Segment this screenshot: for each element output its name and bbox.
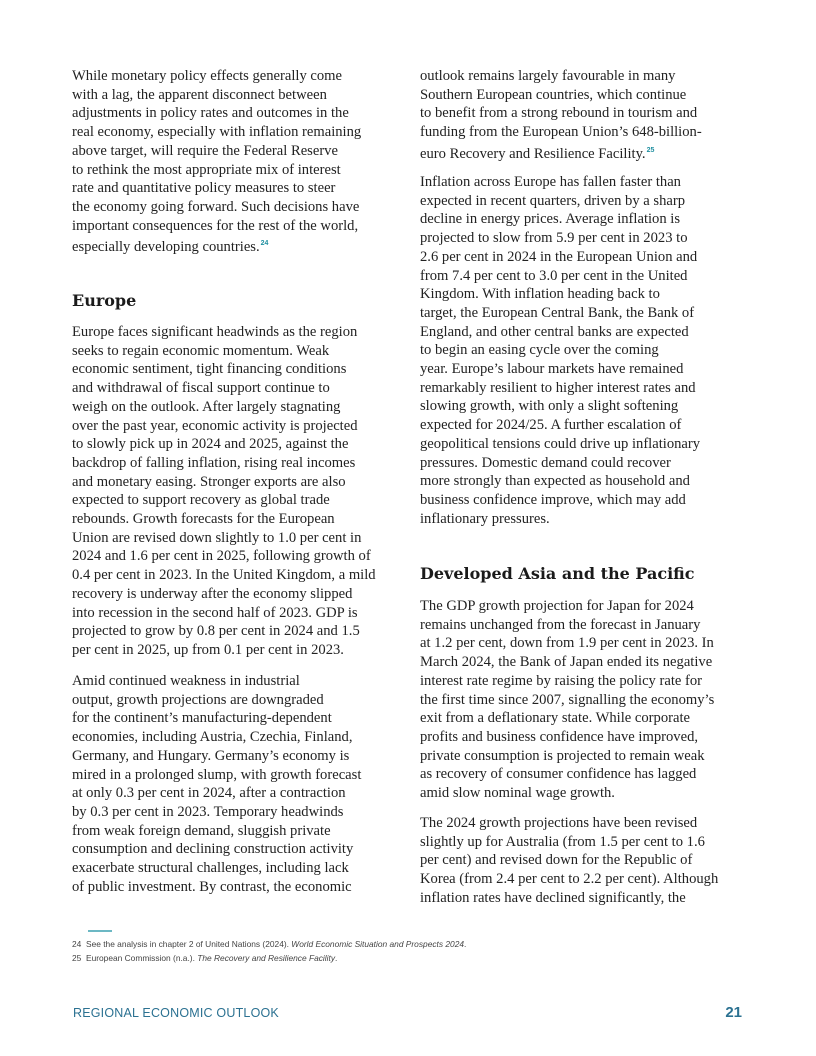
text-line: target, the European Central Bank, the Bank of (420, 304, 695, 321)
text-line: economies, including Austria, Czechia, Finland, (72, 729, 353, 746)
text-line: to rethink the most appropriate mix of interest (72, 161, 341, 178)
text-line: geopolitical tensions could drive up inflationary (420, 435, 701, 452)
text-line: recovery is underway after the economy slipped (72, 585, 353, 602)
text-line: economic sentiment, tight financing conditions (72, 361, 347, 378)
text-line: from weak foreign demand, sluggish private (72, 822, 331, 839)
footnote-text: See the analysis in chapter 2 of United Nations (2024). (85, 939, 292, 949)
footnote-number: 25 (72, 953, 82, 963)
footnote-25 (72, 953, 337, 963)
text-line: inflation rates have declined significantly, the (420, 889, 686, 906)
paragraph-europe-headwinds (72, 323, 376, 660)
footnote-number: 24 (72, 939, 82, 949)
text-line-with-footnote (420, 142, 702, 164)
text-line: Union are revised down slightly to 1.0 per cent in (72, 529, 362, 546)
text-line: rebounds. Growth forecasts for the European (72, 511, 335, 528)
text-line: of public investment. By contrast, the economic (72, 878, 352, 895)
text-line: inflationary pressures. (420, 510, 550, 527)
text-line: The 2024 growth projections have been revised (420, 815, 698, 831)
text-line: into recession in the second half of 2023. GDP is (72, 604, 358, 621)
text-line: funding from the European Union’s 648-billion- (420, 124, 702, 141)
text-line: important consequences for the rest of the world, (72, 217, 359, 234)
text-line: per cent) and revised down for the Republic of (420, 852, 693, 869)
text-line: outlook remains largely favourable in many (420, 68, 676, 84)
running-footer-title: REGIONAL ECONOMIC OUTLOOK (73, 1006, 279, 1020)
text-line: and monetary easing. Stronger exports are also (72, 473, 346, 490)
text-line: especially developing countries. (72, 239, 260, 256)
text-line: profits and business confidence have improved, (420, 728, 699, 745)
text-line: to slowly pick up in 2024 and 2025, against the (72, 436, 349, 453)
footnote-reference-link[interactable]: 25 (646, 146, 655, 154)
text-line: consumption and declining construction activity (72, 841, 354, 858)
text-line: weigh on the outlook. After largely stagnating (72, 398, 341, 415)
text-line: Germany, and Hungary. Germany’s economy is (72, 747, 350, 764)
text-line: amid slow nominal wage growth. (420, 785, 615, 802)
text-line: output, growth projections are downgraded (72, 691, 324, 708)
text-line: Inflation across Europe has fallen faster than (420, 174, 681, 190)
text-line: at only 0.3 per cent in 2024, after a contraction (72, 785, 346, 802)
text-line: with a lag, the apparent disconnect between (72, 86, 327, 103)
paragraph-australia-korea (420, 814, 718, 908)
footnote-reference-link[interactable]: 24 (260, 240, 269, 248)
text-line-with-footnote (72, 235, 361, 257)
text-line: interest rate regime by raising the policy rate for (420, 672, 703, 689)
footnote-title: World Economic Situation and Prospects 2024 (291, 939, 465, 949)
text-line: the economy going forward. Such decisions have (72, 198, 360, 215)
footnote-title: The Recovery and Resilience Facility (197, 953, 336, 963)
text-line: March 2024, the Bank of Japan ended its negative (420, 654, 713, 671)
text-line: 2024 and 1.6 per cent in 2025, following growth of (72, 548, 371, 565)
text-line: the first time since 2007, signalling the economy’s (420, 691, 715, 708)
text-line: to benefit from a strong rebound in tourism and (420, 105, 698, 122)
text-line: mired in a prolonged slump, with growth forecast (72, 766, 362, 783)
text-line: and withdrawal of fiscal support continue to (72, 380, 330, 397)
text-line: Southern European countries, which continue (420, 86, 687, 103)
text-line: decline in energy prices. Average inflation is (420, 211, 681, 228)
text-line: While monetary policy effects generally come (72, 68, 343, 84)
text-line: at 1.2 per cent, down from 1.9 per cent in 2023. In (420, 635, 714, 652)
text-line: Korea (from 2.4 per cent to 2.2 per cent). Although (420, 871, 719, 888)
text-line: exacerbate structural challenges, including lack (72, 860, 349, 877)
text-line: 2.6 per cent in 2024 in the European Union and (420, 248, 698, 265)
text-line: The GDP growth projection for Japan for 2024 (420, 598, 694, 614)
footnote-24 (72, 939, 466, 949)
text-line: more strongly than expected as household and (420, 473, 690, 490)
text-line: 0.4 per cent in 2023. In the United Kingdom, a mild (72, 567, 376, 584)
text-line: Amid continued weakness in industrial (72, 673, 300, 689)
text-line: to begin an easing cycle over the coming (420, 342, 659, 359)
paragraph-europe-manufacturing (72, 672, 361, 896)
text-line: exit from a deflationary state. While corporate (420, 710, 691, 727)
text-line: seeks to regain economic momentum. Weak (72, 342, 330, 359)
paragraph-europe-inflation (420, 173, 700, 528)
text-line: business confidence improve, which may add (420, 491, 686, 508)
text-line: projected to grow by 0.8 per cent in 2024 and 1.5 (72, 623, 360, 640)
text-line: over the past year, economic activity is projected (72, 417, 358, 434)
footnote-text: European Commission (n.a.). (85, 953, 198, 963)
page-number: 21 (725, 1004, 742, 1021)
text-line: remains unchanged from the forecast in January (420, 616, 701, 633)
text-line: expected to support recovery as global trade (72, 492, 330, 509)
text-line: real economy, especially with inflation remaining (72, 124, 362, 141)
text-line: above target, will require the Federal Reserve (72, 142, 338, 159)
text-line: England, and other central banks are expected (420, 323, 689, 340)
text-line: adjustments in policy rates and outcomes in the (72, 105, 349, 122)
text-line: pressures. Domestic demand could recover (420, 454, 671, 471)
footnote-divider (88, 930, 112, 932)
text-line: as recovery of consumer confidence has lagged (420, 766, 697, 783)
text-line: projected to slow from 5.9 per cent in 2023 to (420, 230, 688, 247)
text-line: from 7.4 per cent to 3.0 per cent in the United (420, 267, 688, 284)
text-line: for the continent’s manufacturing-dependent (72, 710, 332, 727)
paragraph-japan (420, 597, 714, 803)
text-line: by 0.3 per cent in 2023. Temporary headwinds (72, 803, 344, 820)
text-line: Kingdom. With inflation heading back to (420, 286, 660, 303)
text-line: private consumption is projected to remain weak (420, 747, 705, 764)
text-line: expected for 2024/25. A further escalation of (420, 417, 682, 434)
text-line: Europe faces significant headwinds as the region (72, 324, 358, 340)
heading-europe: Europe (72, 291, 137, 310)
text-line: expected in recent quarters, driven by a sharp (420, 192, 686, 209)
text-line: year. Europe’s labour markets have remained (420, 361, 684, 378)
footnote-end: . (335, 953, 338, 963)
text-line: backdrop of falling inflation, rising real incomes (72, 454, 356, 471)
paragraph-monetary-policy (72, 67, 361, 257)
text-line: per cent in 2025, up from 0.1 per cent in 2023. (72, 641, 344, 658)
footnote-end: . (464, 939, 467, 949)
paragraph-southern-europe (420, 67, 702, 164)
text-line: remarkably resilient to higher interest rates and (420, 379, 696, 396)
text-line: euro Recovery and Resilience Facility. (420, 145, 646, 162)
text-line: slightly up for Australia (from 1.5 per cent to 1.6 (420, 833, 705, 850)
text-line: rate and quantitative policy measures to steer (72, 180, 336, 197)
heading-developed-asia-pacific: Developed Asia and the Pacific (420, 564, 695, 583)
text-line: slowing growth, with only a slight softening (420, 398, 679, 415)
